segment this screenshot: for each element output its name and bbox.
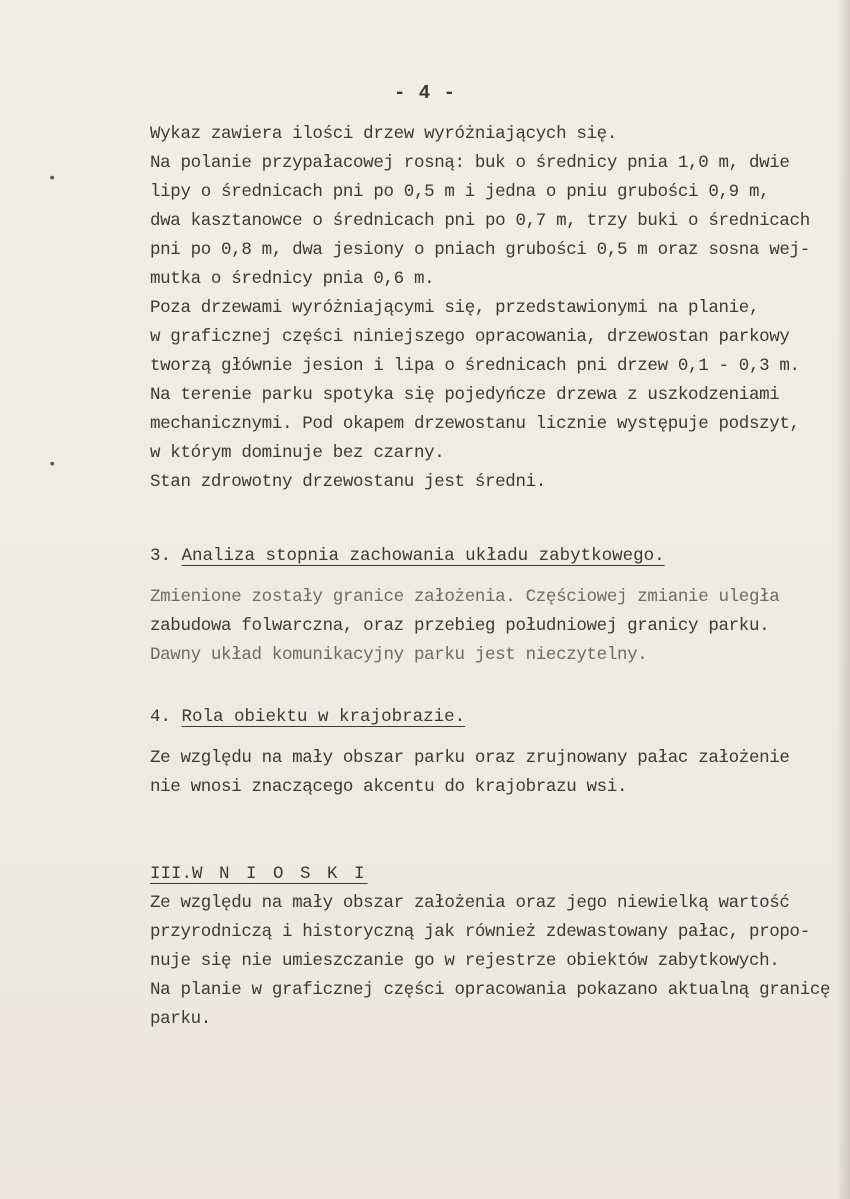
text-line: Zmienione zostały granice założenia. Częściowej zmianie uległa (150, 587, 780, 607)
text-line: mutka o średnicy pnia 0,6 m. (150, 269, 435, 289)
section-3-number: 3. (150, 546, 172, 566)
text-line: dwa kasztanowce o średnicach pni po 0,7 m, trzy buki o średnicach (150, 211, 810, 231)
page-edge-shadow (836, 0, 850, 1199)
section-4-number: 4. (150, 707, 172, 727)
text-line: Poza drzewami wyróżniającymi się, przedstawionymi na planie, (150, 298, 760, 318)
text-line: Na terenie parku spotyka się pojedyńcze drzewa z uszkodzeniami (150, 385, 780, 405)
text-line: Ze względu na mały obszar założenia oraz jego niewielką wartość (150, 893, 790, 913)
section-3 (150, 542, 822, 670)
text-line: Ze względu na mały obszar parku oraz zrujnowany pałac założenie (150, 748, 790, 768)
text-line: nie wnosi znaczącego akcentu do krajobrazu wsi. (150, 777, 628, 797)
text-line: Stan zdrowotny drzewostanu jest średni. (150, 472, 546, 492)
page-number: - 4 - (393, 82, 456, 104)
text-line: Wykaz zawiera ilości drzew wyróżniających się. (150, 124, 617, 144)
text-line: tworzą głównie jesion i lipa o średnicach pni drzew 0,1 - 0,3 m. (150, 356, 800, 376)
section-4-heading (150, 703, 822, 732)
paragraph-trees (150, 120, 822, 497)
text-line: pni po 0,8 m, dwa jesiony o pniach grubości 0,5 m oraz sosna wej- (150, 240, 810, 260)
section-4 (150, 703, 822, 802)
section-4-title: Rola obiektu w krajobrazie. (181, 707, 466, 727)
text-line: Na planie w graficznej części opracowania pokazano aktualną granicę (150, 980, 831, 1000)
text-line: zabudowa folwarczna, oraz przebieg południowej granicy parku. (150, 616, 770, 636)
text-line: Dawny układ komunikacyjny parku jest nieczytelny. (150, 645, 648, 665)
section-3-heading (150, 542, 822, 571)
section-3-title: Analiza stopnia zachowania układu zabytkowego. (181, 546, 665, 566)
text-line: Na polanie przypałacowej rosną: buk o średnicy pnia 1,0 m, dwie (150, 153, 790, 173)
text-line: w którym dominuje bez czarny. (150, 443, 445, 463)
conclusions-heading (150, 860, 822, 889)
margin-mark: • (48, 457, 57, 473)
text-line: parku. (150, 1009, 211, 1029)
text-line: w graficznej części niniejszego opracowania, drzewostan parkowy (150, 327, 790, 347)
margin-mark: • (48, 171, 57, 187)
text-line: nuje się nie umieszczanie go w rejestrze obiektów zabytkowych. (150, 951, 780, 971)
conclusions-number: III. (150, 864, 193, 884)
text-line: lipy o średnicach pni po 0,5 m i jedna o pniu grubości 0,9 m, (150, 182, 770, 202)
text-line: mechanicznymi. Pod okapem drzewostanu licznie występuje podszyt, (150, 414, 800, 434)
conclusions-section (150, 860, 831, 1034)
text-line: przyrodniczą i historyczną jak również zdewastowany pałac, propo- (150, 922, 810, 942)
conclusions-title: W N I O S K I (192, 864, 368, 884)
